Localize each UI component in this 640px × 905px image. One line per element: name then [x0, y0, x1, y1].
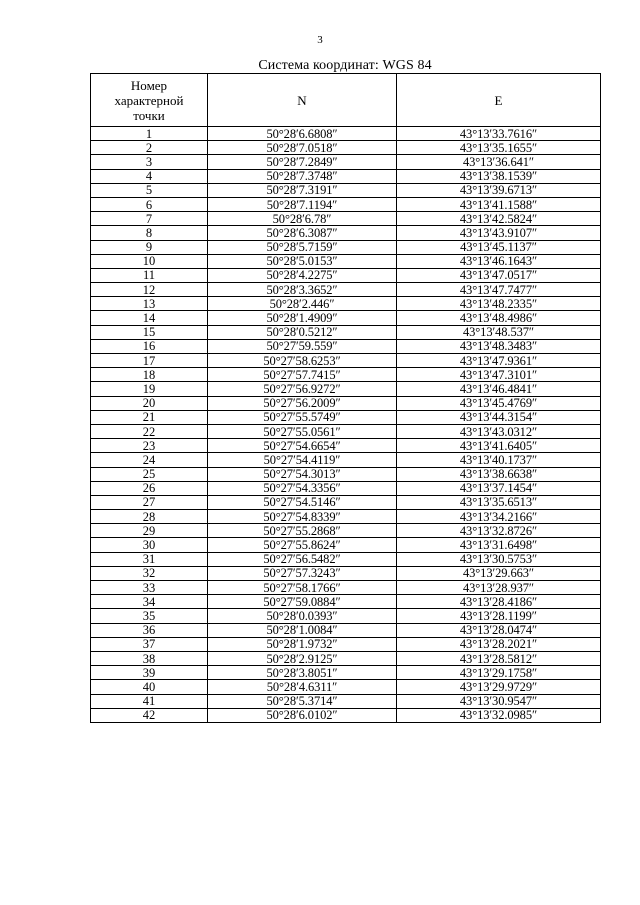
point-number-cell: 41 [91, 694, 208, 708]
point-number-cell: 40 [91, 680, 208, 694]
table-row [91, 453, 601, 467]
table-row [91, 197, 601, 211]
table-row [91, 212, 601, 226]
n-coordinate-cell: 50°28′7.3748″ [208, 169, 397, 183]
e-coordinate-cell: 43°13′48.4986″ [397, 311, 601, 325]
e-coordinate-cell: 43°13′36.641″ [397, 155, 601, 169]
e-coordinate-cell: 43°13′42.5824″ [397, 212, 601, 226]
n-coordinate-cell: 50°27′59.559″ [208, 339, 397, 353]
e-coordinate-cell: 43°13′47.0517″ [397, 268, 601, 282]
point-number-cell: 16 [91, 339, 208, 353]
n-coordinate-cell: 50°27′55.8624″ [208, 538, 397, 552]
table-row [91, 396, 601, 410]
e-coordinate-cell: 43°13′43.0312″ [397, 424, 601, 438]
n-coordinate-cell: 50°28′7.3191″ [208, 183, 397, 197]
n-coordinate-cell: 50°28′1.4909″ [208, 311, 397, 325]
table-row [91, 467, 601, 481]
table-row [91, 368, 601, 382]
n-coordinate-cell: 50°28′3.8051″ [208, 666, 397, 680]
n-coordinate-cell: 50°27′55.5749″ [208, 410, 397, 424]
e-coordinate-cell: 43°13′28.4186″ [397, 595, 601, 609]
e-coordinate-cell: 43°13′29.663″ [397, 566, 601, 580]
n-coordinate-cell: 50°27′58.1766″ [208, 581, 397, 595]
header-row [91, 74, 601, 127]
e-coordinate-cell: 43°13′28.937″ [397, 581, 601, 595]
table-row [91, 495, 601, 509]
e-coordinate-cell: 43°13′35.6513″ [397, 495, 601, 509]
point-number-cell: 11 [91, 268, 208, 282]
n-coordinate-cell: 50°27′54.3013″ [208, 467, 397, 481]
n-coordinate-cell: 50°27′59.0884″ [208, 595, 397, 609]
point-number-cell: 29 [91, 524, 208, 538]
table-row [91, 297, 601, 311]
table-row [91, 254, 601, 268]
point-number-cell: 15 [91, 325, 208, 339]
table-row [91, 141, 601, 155]
point-number-cell: 5 [91, 183, 208, 197]
n-coordinate-cell: 50°27′54.3356″ [208, 481, 397, 495]
point-number-cell: 39 [91, 666, 208, 680]
table-row [91, 226, 601, 240]
point-number-cell: 19 [91, 382, 208, 396]
n-coordinate-cell: 50°27′54.4119″ [208, 453, 397, 467]
point-number-cell: 6 [91, 197, 208, 211]
n-coordinate-cell: 50°27′57.3243″ [208, 566, 397, 580]
n-coordinate-cell: 50°28′5.0153″ [208, 254, 397, 268]
e-coordinate-cell: 43°13′41.1588″ [397, 197, 601, 211]
point-number-cell: 18 [91, 368, 208, 382]
table-row [91, 325, 601, 339]
e-coordinate-cell: 43°13′40.1737″ [397, 453, 601, 467]
point-number-cell: 37 [91, 637, 208, 651]
n-coordinate-cell: 50°27′56.5482″ [208, 552, 397, 566]
n-coordinate-cell: 50°27′54.5146″ [208, 495, 397, 509]
n-coordinate-cell: 50°27′56.2009″ [208, 396, 397, 410]
point-number-cell: 22 [91, 424, 208, 438]
e-coordinate-cell: 43°13′48.537″ [397, 325, 601, 339]
point-number-cell: 38 [91, 651, 208, 665]
n-coordinate-cell: 50°28′6.0102″ [208, 708, 397, 722]
table-row [91, 382, 601, 396]
table-row [91, 410, 601, 424]
point-number-cell: 34 [91, 595, 208, 609]
table-row [91, 637, 601, 651]
e-coordinate-cell: 43°13′33.7616″ [397, 127, 601, 141]
point-number-cell: 12 [91, 283, 208, 297]
table-row [91, 283, 601, 297]
n-coordinate-cell: 50°27′55.0561″ [208, 424, 397, 438]
n-coordinate-cell: 50°28′1.9732″ [208, 637, 397, 651]
e-coordinate-cell: 43°13′30.5753″ [397, 552, 601, 566]
point-number-cell: 4 [91, 169, 208, 183]
e-coordinate-cell: 43°13′28.2021″ [397, 637, 601, 651]
point-number-cell: 3 [91, 155, 208, 169]
e-coordinate-cell: 43°13′46.1643″ [397, 254, 601, 268]
n-coordinate-cell: 50°27′57.7415″ [208, 368, 397, 382]
e-coordinate-cell: 43°13′30.9547″ [397, 694, 601, 708]
e-coordinate-cell: 43°13′48.2335″ [397, 297, 601, 311]
table-row [91, 581, 601, 595]
table-row [91, 339, 601, 353]
point-number-cell: 24 [91, 453, 208, 467]
table-row [91, 708, 601, 722]
e-coordinate-cell: 43°13′38.1539″ [397, 169, 601, 183]
table-header [91, 74, 601, 127]
table-row [91, 169, 601, 183]
point-number-cell: 20 [91, 396, 208, 410]
e-coordinate-cell: 43°13′29.9729″ [397, 680, 601, 694]
point-number-cell: 7 [91, 212, 208, 226]
e-coordinate-cell: 43°13′28.5812″ [397, 651, 601, 665]
e-coordinate-cell: 43°13′28.0474″ [397, 623, 601, 637]
point-number-cell: 35 [91, 609, 208, 623]
table-row [91, 240, 601, 254]
header-n: N [208, 74, 397, 127]
point-number-cell: 10 [91, 254, 208, 268]
e-coordinate-cell: 43°13′32.0985″ [397, 708, 601, 722]
n-coordinate-cell: 50°28′7.0518″ [208, 141, 397, 155]
point-number-cell: 28 [91, 510, 208, 524]
header-e: E [397, 74, 601, 127]
n-coordinate-cell: 50°27′54.8339″ [208, 510, 397, 524]
point-number-cell: 32 [91, 566, 208, 580]
point-number-cell: 26 [91, 481, 208, 495]
table-row [91, 439, 601, 453]
point-number-cell: 21 [91, 410, 208, 424]
point-number-cell: 36 [91, 623, 208, 637]
n-coordinate-cell: 50°28′7.2849″ [208, 155, 397, 169]
point-number-cell: 33 [91, 581, 208, 595]
table-row [91, 481, 601, 495]
n-coordinate-cell: 50°28′3.3652″ [208, 283, 397, 297]
table-row [91, 552, 601, 566]
page-number: 3 [317, 34, 323, 46]
e-coordinate-cell: 43°13′48.3483″ [397, 339, 601, 353]
point-number-cell: 2 [91, 141, 208, 155]
n-coordinate-cell: 50°28′4.6311″ [208, 680, 397, 694]
point-number-cell: 30 [91, 538, 208, 552]
e-coordinate-cell: 43°13′47.9361″ [397, 354, 601, 368]
point-number-cell: 23 [91, 439, 208, 453]
n-coordinate-cell: 50°28′5.7159″ [208, 240, 397, 254]
point-number-cell: 27 [91, 495, 208, 509]
e-coordinate-cell: 43°13′45.4769″ [397, 396, 601, 410]
table-row [91, 183, 601, 197]
point-number-cell: 17 [91, 354, 208, 368]
n-coordinate-cell: 50°28′0.5212″ [208, 325, 397, 339]
e-coordinate-cell: 43°13′46.4841″ [397, 382, 601, 396]
coordinates-table [90, 73, 601, 723]
table-row [91, 538, 601, 552]
e-coordinate-cell: 43°13′45.1137″ [397, 240, 601, 254]
e-coordinate-cell: 43°13′47.3101″ [397, 368, 601, 382]
e-coordinate-cell: 43°13′35.1655″ [397, 141, 601, 155]
e-coordinate-cell: 43°13′38.6638″ [397, 467, 601, 481]
e-coordinate-cell: 43°13′47.7477″ [397, 283, 601, 297]
table-row [91, 127, 601, 141]
e-coordinate-cell: 43°13′37.1454″ [397, 481, 601, 495]
e-coordinate-cell: 43°13′43.9107″ [397, 226, 601, 240]
n-coordinate-cell: 50°28′6.78″ [208, 212, 397, 226]
n-coordinate-cell: 50°27′54.6654″ [208, 439, 397, 453]
n-coordinate-cell: 50°28′7.1194″ [208, 197, 397, 211]
e-coordinate-cell: 43°13′39.6713″ [397, 183, 601, 197]
table-row [91, 651, 601, 665]
e-coordinate-cell: 43°13′44.3154″ [397, 410, 601, 424]
table-body [91, 127, 601, 723]
e-coordinate-cell: 43°13′41.6405″ [397, 439, 601, 453]
point-number-cell: 1 [91, 127, 208, 141]
coordinate-system-caption: Система координат: WGS 84 [258, 58, 432, 73]
table-row [91, 609, 601, 623]
table-row [91, 524, 601, 538]
header-point-number: Номер характерной точки [91, 74, 208, 127]
e-coordinate-cell: 43°13′34.2166″ [397, 510, 601, 524]
n-coordinate-cell: 50°28′2.446″ [208, 297, 397, 311]
n-coordinate-cell: 50°28′1.0084″ [208, 623, 397, 637]
point-number-cell: 25 [91, 467, 208, 481]
e-coordinate-cell: 43°13′32.8726″ [397, 524, 601, 538]
table-row [91, 155, 601, 169]
n-coordinate-cell: 50°28′4.2275″ [208, 268, 397, 282]
table-row [91, 311, 601, 325]
e-coordinate-cell: 43°13′31.6498″ [397, 538, 601, 552]
point-number-cell: 9 [91, 240, 208, 254]
e-coordinate-cell: 43°13′28.1199″ [397, 609, 601, 623]
n-coordinate-cell: 50°28′2.9125″ [208, 651, 397, 665]
n-coordinate-cell: 50°28′6.6808″ [208, 127, 397, 141]
table-row [91, 666, 601, 680]
point-number-cell: 8 [91, 226, 208, 240]
e-coordinate-cell: 43°13′29.1758″ [397, 666, 601, 680]
n-coordinate-cell: 50°27′56.9272″ [208, 382, 397, 396]
table-row [91, 354, 601, 368]
n-coordinate-cell: 50°27′55.2868″ [208, 524, 397, 538]
point-number-cell: 42 [91, 708, 208, 722]
point-number-cell: 14 [91, 311, 208, 325]
point-number-cell: 31 [91, 552, 208, 566]
table-row [91, 694, 601, 708]
table-row [91, 510, 601, 524]
point-number-cell: 13 [91, 297, 208, 311]
table-row [91, 566, 601, 580]
n-coordinate-cell: 50°27′58.6253″ [208, 354, 397, 368]
n-coordinate-cell: 50°28′0.0393″ [208, 609, 397, 623]
table-row [91, 424, 601, 438]
n-coordinate-cell: 50°28′5.3714″ [208, 694, 397, 708]
n-coordinate-cell: 50°28′6.3087″ [208, 226, 397, 240]
table-row [91, 268, 601, 282]
table-row [91, 680, 601, 694]
table-row [91, 595, 601, 609]
table-row [91, 623, 601, 637]
